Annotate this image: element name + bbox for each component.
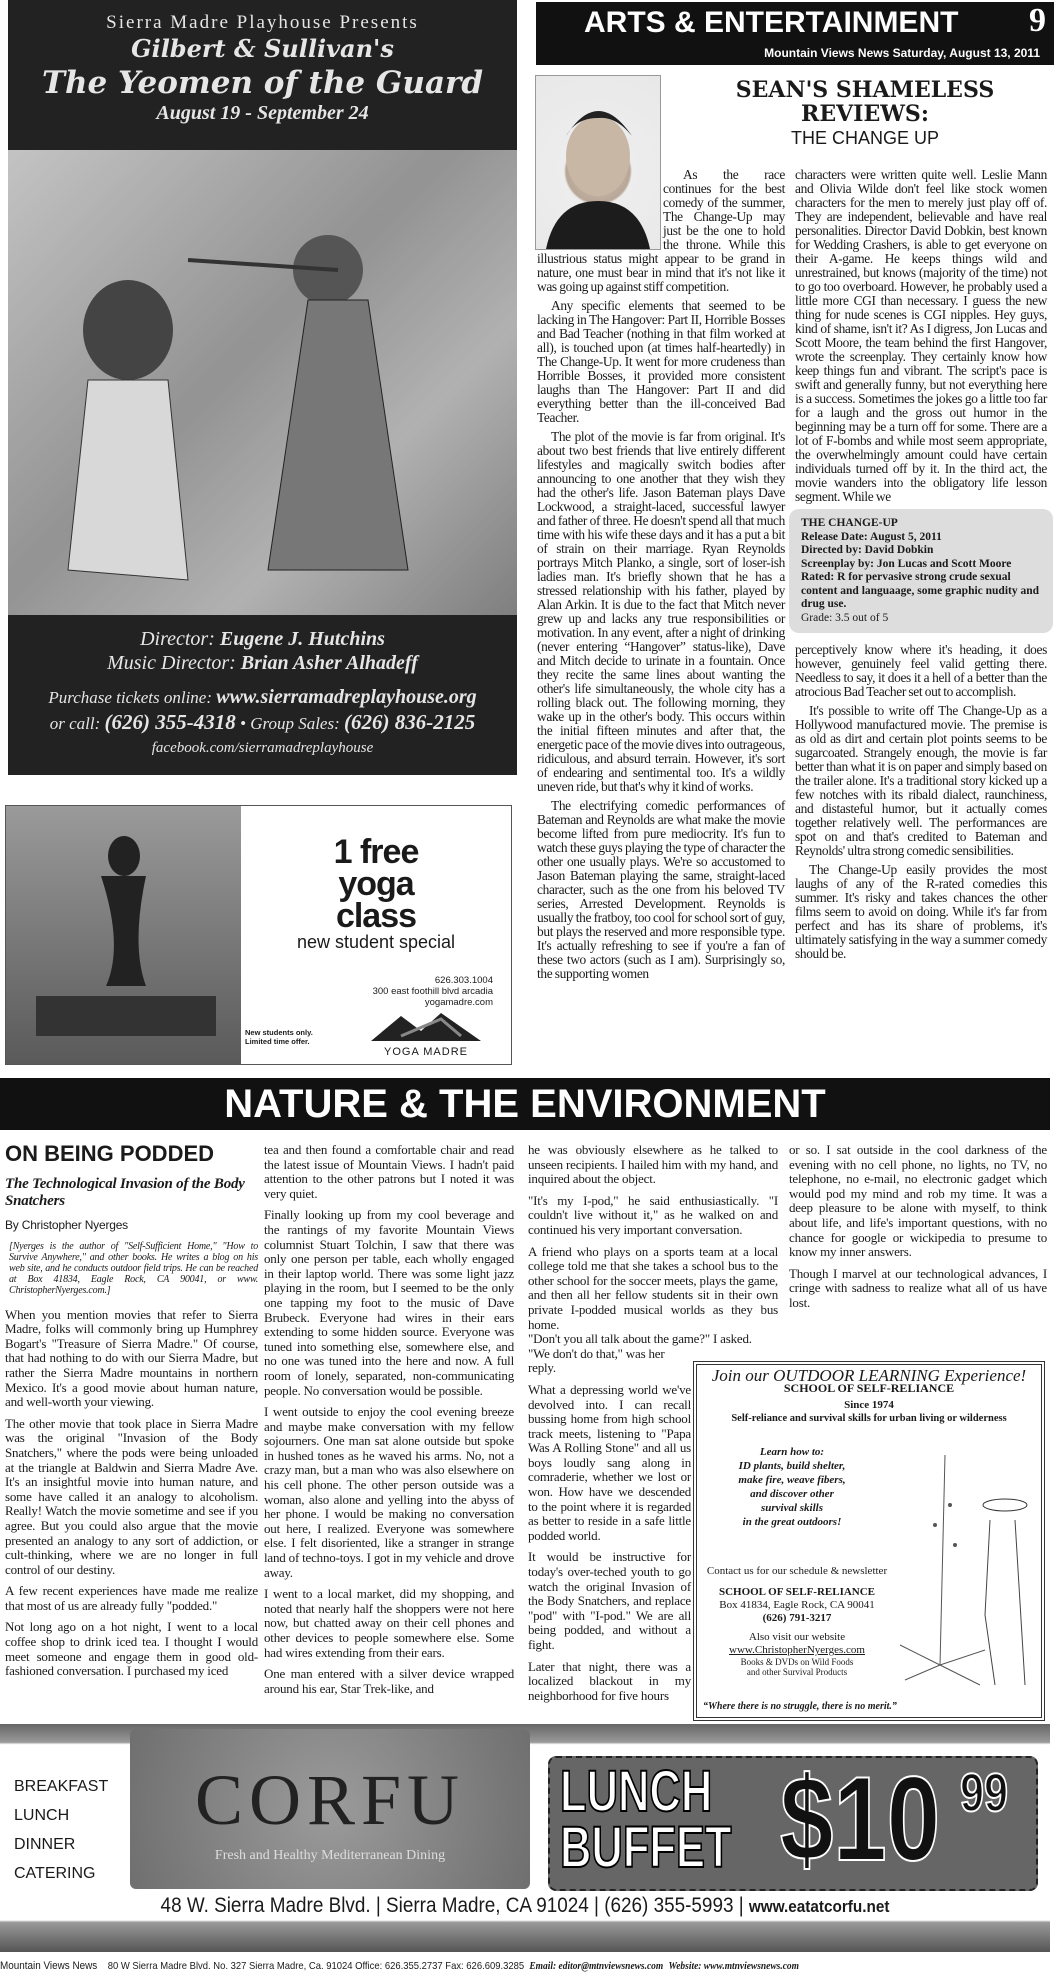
director-label: Director:: [140, 628, 215, 650]
article-byline: By Christopher Nyerges: [5, 1218, 128, 1232]
yucca-and-person-illustration: [895, 1445, 1035, 1695]
learn-list: [697, 1445, 887, 1529]
music-director-name: Brian Asher Alhadeff: [240, 652, 418, 674]
corfu-menu: [14, 1772, 108, 1888]
nature-column-2: [264, 1143, 514, 1703]
jester-and-maiden-image: [8, 150, 517, 615]
nature-column-3-top: [528, 1143, 778, 1361]
article-paragraph: or so. I sat outside in the cool darkness of the evening with no cell phone, no lights, no TV, no telephone, no e-mail, no electronic gadget which would pod my mind and rob my time. It was a deep pleasure to be alone with myself, to think about life, and life's important questions, with no chance for google or wickipedia to presume to know my inner answers.: [789, 1142, 1047, 1260]
article-paragraph: One man entered with a silver device wrapped around his ear, Star Trek-like, and: [264, 1666, 514, 1696]
music-director-label: Music Director:: [107, 652, 236, 674]
nature-column-4: [789, 1143, 1047, 1318]
books-text-1: Books & DVDs on Wild Foods: [740, 1657, 854, 1668]
lunch-buffet-banner: [548, 1752, 1038, 1891]
infobox-rating: Rated: R for pervasive strong crude sexual content and languaage, some graphic nudity and drug use.: [801, 571, 1040, 610]
yoga-address: 300 east foothill blvd arcadia: [372, 986, 493, 997]
school-tagline: Self-reliance and survival skills for urban living or wilderness: [731, 1413, 1007, 1425]
contact-text: Contact us for our schedule & newsletter: [706, 1565, 888, 1578]
article-paragraph: Later that night, there was a localized blackout in my neighborhood for five hours: [528, 1658, 691, 1703]
school-website[interactable]: www.ChristopherNyerges.com: [729, 1644, 865, 1657]
yoga-phone: 626.303.1004: [434, 975, 493, 986]
infobox-grade: Grade: 3.5 out of 5: [801, 611, 889, 624]
call-label: or call:: [49, 714, 101, 733]
page-number: 9: [1029, 2, 1046, 39]
section-title: ARTS & ENTERTAINMENT: [584, 6, 959, 39]
school-phone: (626) 791-3217: [762, 1612, 832, 1625]
yoga-ad: [5, 805, 512, 1065]
article-paragraph: Though I marvel at our technological advances, I cringe with sadness to realize what all of us have lost.: [789, 1265, 1047, 1310]
learn-item: and discover other: [750, 1488, 834, 1501]
infobox-director: Directed by: David Dobkin: [801, 544, 934, 556]
paper-date: Mountain Views News Saturday, August 13, 2011: [764, 46, 1040, 60]
review-paragraph: The electrifying comedic performances of Bateman and Reynolds are what make the movie become lifted from pure mediocrity. It's fun to watch these guys playing the type of character the other one usually plays. We're so accustomed to Jason Bateman playing the same, straight-laced character, such as the one from his beloved TV series, Arrested Development. Reynolds is usually the fratboy, too cool for school sort of guy, but plays the reserved and more responsible type. It's actually refreshing to see if you're a fan of these two actors (such as I am). Surprisingly so, the supporting women: [537, 798, 785, 981]
article-paragraph: When you mention movies that refer to Sierra Madre, folks will commonly bring up Humphrey Bogart's "Treasure of Sierra Madre." Of course, that had nothing to do with our Sierra Madre, but rather the Sierra Madre mountains in northern Mexico. It's a good movie about human nature, and well-worth your viewing.: [5, 1306, 258, 1410]
school-since: Since 1974: [844, 1399, 894, 1412]
box-office-phone: (626) 355-4318: [104, 710, 236, 734]
review-paragraph: perceptively know where it's heading, it does however, genuinely feel valid getting there. Needless to say, it does it a hell of a better than the atrocious Bad Teacher set out to accomplish.: [795, 642, 1047, 699]
yoga-fine-print-2: Limited time offer.: [245, 1037, 310, 1046]
article-paragraph: "Don't you all talk about the game?" I asked.: [528, 1331, 752, 1347]
review-paragraph: The plot of the movie is far from original. It's about two best friends that live entirely different lifestyles and magically switch bodies after announcing to one another that they wish they had the other's life. Jason Bateman plays Dave Lockwood, a straight-laced, successful lawyer and father of three. He doesn't spend all that much time with his wife these days and it has a put a bit of strain on their marriage. Ryan Reynolds portrays Mitch Planko, a single, sort of loser-ish ladies man. It's briefly shown that he has a stressed relationship with his father, played by Alan Arkin. It is due to the fact that Mitch never grew up and lacks any true responsibilities or motivation. In any event, after a night of drinking (never entering “Hangover” status-like), Dave and Mitch decide to urinate in a fountain. Once they recite the same lines about wanting the other's life simultaneously, the whole city has a rolling black out. The following morning, they wake up in the other's body. This occurs within the initial fifteen minutes and after that, the energetic pace of the movie dives into outrageous, ridiculous, and absurd terrain. However, it's sort of endearing and sentimental too. It's a wildly uneven ride, but that's why it kind of works.: [537, 429, 785, 794]
mountain-logo-icon: [371, 1011, 481, 1041]
learn-item: in the great outdoors!: [742, 1516, 842, 1529]
article-paragraph: The other movie that took place in Sierra Madre was the original "Invasion of the Body Snatchers," where the pods were being unloaded at the triangle at Baldwin and Sierra Madre Ave. It's an insightful movie into human nature, and some have called it an analogy to alcoholism. Really! Watch the movie sometime and see if you agree. But you could also argue that the movie presented an analogy to any sort of addiction, or cult-thinking, where we are no longer in full control of our destiny.: [5, 1415, 258, 1577]
corfu-address: 48 W. Sierra Madre Blvd. | Sierra Madre, CA 91024 | (626) 355-5993 |: [160, 1894, 744, 1917]
review-subtitle: THE CHANGE UP: [790, 128, 940, 148]
buffet-line-2: BUFFET: [560, 1815, 732, 1880]
review-column-2: [795, 168, 1047, 966]
article-deck: The Technological Invasion of the Body Snatchers: [5, 1176, 245, 1209]
books-text-2: and other Survival Products: [746, 1667, 848, 1678]
infobox-release: Release Date: August 5, 2011: [801, 530, 942, 543]
show-title-line2: The Yeomen of the Guard: [41, 65, 484, 101]
menu-item: CATERING: [14, 1865, 96, 1882]
yoga-fine-print-1: New students only.: [245, 1028, 313, 1037]
learn-item: ID plants, build shelter,: [738, 1460, 846, 1473]
menu-item: DINNER: [14, 1836, 76, 1853]
menu-item: LUNCH: [14, 1807, 70, 1824]
tickets-label: Purchase tickets online:: [48, 688, 212, 707]
corfu-logo: [130, 1729, 530, 1889]
review-paragraph: The Change-Up easily provides the most laughs of any of the R-rated comedies this summer. It's risky and takes chances the other films seem to avoid on doing. While it's far from perfect and has its share of problems, it's ultimately satisfying in the way a summer comedy should be.: [795, 862, 1047, 961]
learn-item: survival skills: [760, 1502, 824, 1515]
buffet-line-1: LUNCH: [560, 1759, 713, 1824]
corfu-contact: [53, 1894, 998, 1918]
school-quote: “Where there is no struggle, there is no merit.”: [703, 1701, 897, 1713]
visit-text: Also visit our website: [748, 1631, 846, 1644]
review-paragraph: It's possible to write off The Change-Up as a Hollywood manufactured movie. The premise is as old as dirt and certain plot points seems to be sugarcoated. Strangely enough, the movie is far better than what it is on paper and simply based on the trailer alone. It's a traditional story kicked up a few notches with its ribald dialect, raunchiness, and distasteful humor, but it actually comes together relatively well. The performances are spot on and that's credited to Bateman and Reynolds' ultra strong comedic sensibilities.: [795, 703, 1047, 858]
school-contact: [697, 1565, 897, 1677]
yoga-madre-logo: YOGA MADRE: [371, 1011, 481, 1058]
footer-paper-name: Mountain Views News: [0, 1960, 98, 1972]
article-paragraph: Not long ago on a hot night, I went to a local coffee shop to drink iced tea. I thought I would meet someone and engage them in good old-fashioned conversation. I purchased my iced: [5, 1619, 258, 1679]
article-paragraph: What a depressing world we've devolved into. I can recall bussing home from high school track meets, listening to "Papa Was A Rolling Stone" and all us boys loudly sang along in comraderie, whether we lost or won. How have we descended to the point where it is regarded as better to reside in a safe little podded world.: [528, 1381, 691, 1543]
article-paragraph: I went outside to enjoy the cool evening breeze and maybe make conversation with my fellow sojourners. One man sat alone outside but spoke in hushed tones as he waved his arms. No, not a crazy man, but a man who was also elsewhere on his cell phone. The other person outside was a woman, also alone and yelling into the abyss of her phone. I would be making no conversation out here, I realized. Everyone was somewhere else. I felt disoriented, like a stranger in strange land of techno-toys. I got in my vehicle and drove away.: [264, 1404, 514, 1580]
group-sales-label: • Group Sales:: [240, 714, 340, 733]
article-paragraph: I went to a local market, did my shopping, and noted that nearly half the shoppers were not here now, but chatted away on their cell phones and other devices to people somewhere else. Some had wires extending from their ears.: [264, 1586, 514, 1660]
corfu-website[interactable]: www.eatatcorfu.net: [748, 1897, 890, 1916]
school-of-self-reliance-ad: [693, 1361, 1045, 1721]
infobox-screenplay: Screenplay by: Jon Lucas and Scott Moore: [801, 557, 1012, 570]
playhouse-ad-credits: [8, 615, 517, 775]
school-address: Box 41834, Eagle Rock, CA 90041: [719, 1599, 875, 1612]
review-column-1: [537, 168, 785, 986]
nature-column-3-bottom: [528, 1361, 691, 1710]
presenter: Sierra Madre Playhouse Presents: [106, 12, 419, 33]
article-headline: ON BEING PODDED: [5, 1141, 215, 1166]
school-headline: Join our OUTDOOR LEARNING Experience!: [711, 1366, 1027, 1386]
article-paragraph: "We don't do that," was her: [528, 1345, 665, 1361]
price-dollars: $10: [780, 1752, 941, 1886]
nature-column-1: [5, 1140, 258, 1686]
corfu-logo-text: CORFU: [194, 1760, 466, 1840]
review-paragraph: As the race continues for the best comedy of the summer, The Change-Up may just be the one to hold the throne. While this illustrious status might appear to be grand in nature, one must bear in mind that it's not like it was going up against stiff competition.: [537, 167, 785, 294]
article-paragraph: A friend who plays on a sports team at a local college told me that she takes a school bus to the other school for the soccer meets, plays the game, and then all her fellow students sit in their own private I-podded musical worlds as they bus home.: [528, 1243, 778, 1332]
footer-email[interactable]: Email: editor@mtnviewsnews.com: [529, 1961, 664, 1972]
article-paragraph: reply.: [528, 1360, 556, 1376]
school-name-2: SCHOOL OF SELF-RELIANCE: [718, 1586, 876, 1599]
director-name: Eugene J. Hutchins: [219, 628, 385, 650]
show-dates: August 19 - September 24: [156, 102, 369, 124]
learn-item: make fire, weave fibers,: [738, 1474, 846, 1487]
show-title-line1: Gilbert & Sullivan's: [131, 34, 394, 63]
group-sales-phone: (626) 836-2125: [344, 710, 476, 734]
yoga-headline-2: yoga: [338, 865, 414, 903]
yeomen-illustration: [8, 150, 517, 615]
review-paragraph: characters were written quite well. Leslie Mann and Olivia Wilde don't feel like stock women characters for the men to merely just play off of. They are independent, believable and have real personalities. Director David Dobkin, best known for Wedding Crashers, is able to get everyone on their A-game. He keeps things wild and unrestrained, but knows (majority of the time) not to go too overboard. However, he probably used a little more CGI than necessary. I guess the new thing for nude scenes is CGI nipples. Hey guys, kind of shame, isn't it? As I digress, Jon Lucas and Scott Moore, the team behind the first Hangover, wrote the screenplay. They certainly know how keep things fun and vibrant. The script's pace is swift and generally funny, but not everything here is a success. Sometimes the jokes go a little too far for a laugh and the gross out humor in the beginning may be a turn off for some. There are a lot of F-bombs and while most seem appropriate, the overwhelmingly amount could have certain individuals turned off by it. In the third act, the movie wanders into the obligatory life lesson segment. While we: [795, 167, 1047, 504]
yoga-headline-1: 1 free: [333, 833, 419, 871]
footer-website[interactable]: Website: www.mtnviewsnews.com: [668, 1961, 799, 1972]
tickets-link[interactable]: www.sierramadreplayhouse.org: [216, 686, 477, 708]
yoga-pose-photo: [6, 806, 241, 1064]
author-bio: [Nyerges is the author of "Self-Sufficient Home," "How to Survive Anywhere," and other books. He writes a blog on his web site, and he conducts outdoor field trips. He can be reached at Box 41834, Eagle Rock, CA 90041, or www. ChristopherNyerges.com.]: [9, 1240, 258, 1296]
yoga-subhead: new student special: [296, 932, 456, 952]
review-title: SEAN'S SHAMELESS REVIEWS:: [735, 77, 995, 127]
article-paragraph: he was obviously elsewhere as he talked to unseen recipients. I hailed him with my hand, and inquired about the object.: [528, 1142, 778, 1187]
yoga-headline-3: class: [335, 897, 417, 935]
facebook-link[interactable]: facebook.com/sierramadreplayhouse: [151, 740, 374, 756]
price-cents: 99: [960, 1763, 1009, 1823]
article-paragraph: "It's my I-pod," he said enthusiastically. "I couldn't live without it," as he walked on and continued his very important conversation.: [528, 1192, 778, 1237]
menu-item: BREAKFAST: [14, 1778, 109, 1795]
footer-address: 80 W Sierra Madre Blvd. No. 327 Sierra Madre, Ca. 91024 Office: 626.355.2737 Fax: 626.609.3285: [107, 1960, 525, 1972]
yoga-website[interactable]: yogamadre.com: [424, 997, 493, 1008]
playhouse-ad-header: [8, 0, 517, 150]
review-paragraph: Any specific elements that seemed to be lacking in The Hangover: Part II, Horrible Bosses and Bad Teacher (nothing in that film worked at all), is touched upon (at times half-heartedly) in The Change-Up. It went for more crudeness than Horrible Bosses, it provided more consistent laughs than The Hangover: Part II and did everything better than the ill-conceived Bad Teacher.: [537, 298, 785, 425]
article-paragraph: It would be instructive for today's over-teched youth to go watch the original Invasion of the Body Snatchers, and replace "pod" with "I-pod." We are all being podded, and without a fight.: [528, 1549, 691, 1652]
section-masthead: [536, 2, 1054, 65]
review-heading: [680, 78, 1050, 149]
infobox-title: THE CHANGE-UP: [801, 517, 898, 529]
article-paragraph: A few recent experiences have made me realize that most of us are already fully "podded.": [5, 1583, 258, 1613]
page-footer: [0, 1960, 950, 1972]
corfu-tagline: Fresh and Healthy Mediterranean Dining: [214, 1848, 446, 1863]
school-name: SCHOOL OF SELF-RELIANCE: [783, 1381, 955, 1396]
corfu-ad: [0, 1724, 1050, 1952]
review-infobox: [789, 509, 1053, 633]
article-paragraph: Finally looking up from my cool beverage and the rantings of my favorite Mountain Views columnist Stuart Tolchin, I saw that there was only one person per table, each wholly engaged in their laptop world. There was some light jazz playing in the room, but I seemed to be the only one tapping my foot to the music of Dave Brubeck. Everyone had wires in their ears extending to some hidden source. Everyone was tuned into something else, somewhere else, and no one was tuned into the here and now. A full room of lonely, separated, non-communicating people. No conversation would be possible.: [264, 1207, 514, 1398]
nature-section-header: NATURE & THE ENVIRONMENT: [0, 1078, 1050, 1130]
article-paragraph: tea and then found a comfortable chair and read the latest issue of Mountain Views. I hadn't paid attention to the other patrons but I noted it was very quiet.: [264, 1142, 514, 1201]
learn-item: Learn how to:: [759, 1446, 825, 1459]
